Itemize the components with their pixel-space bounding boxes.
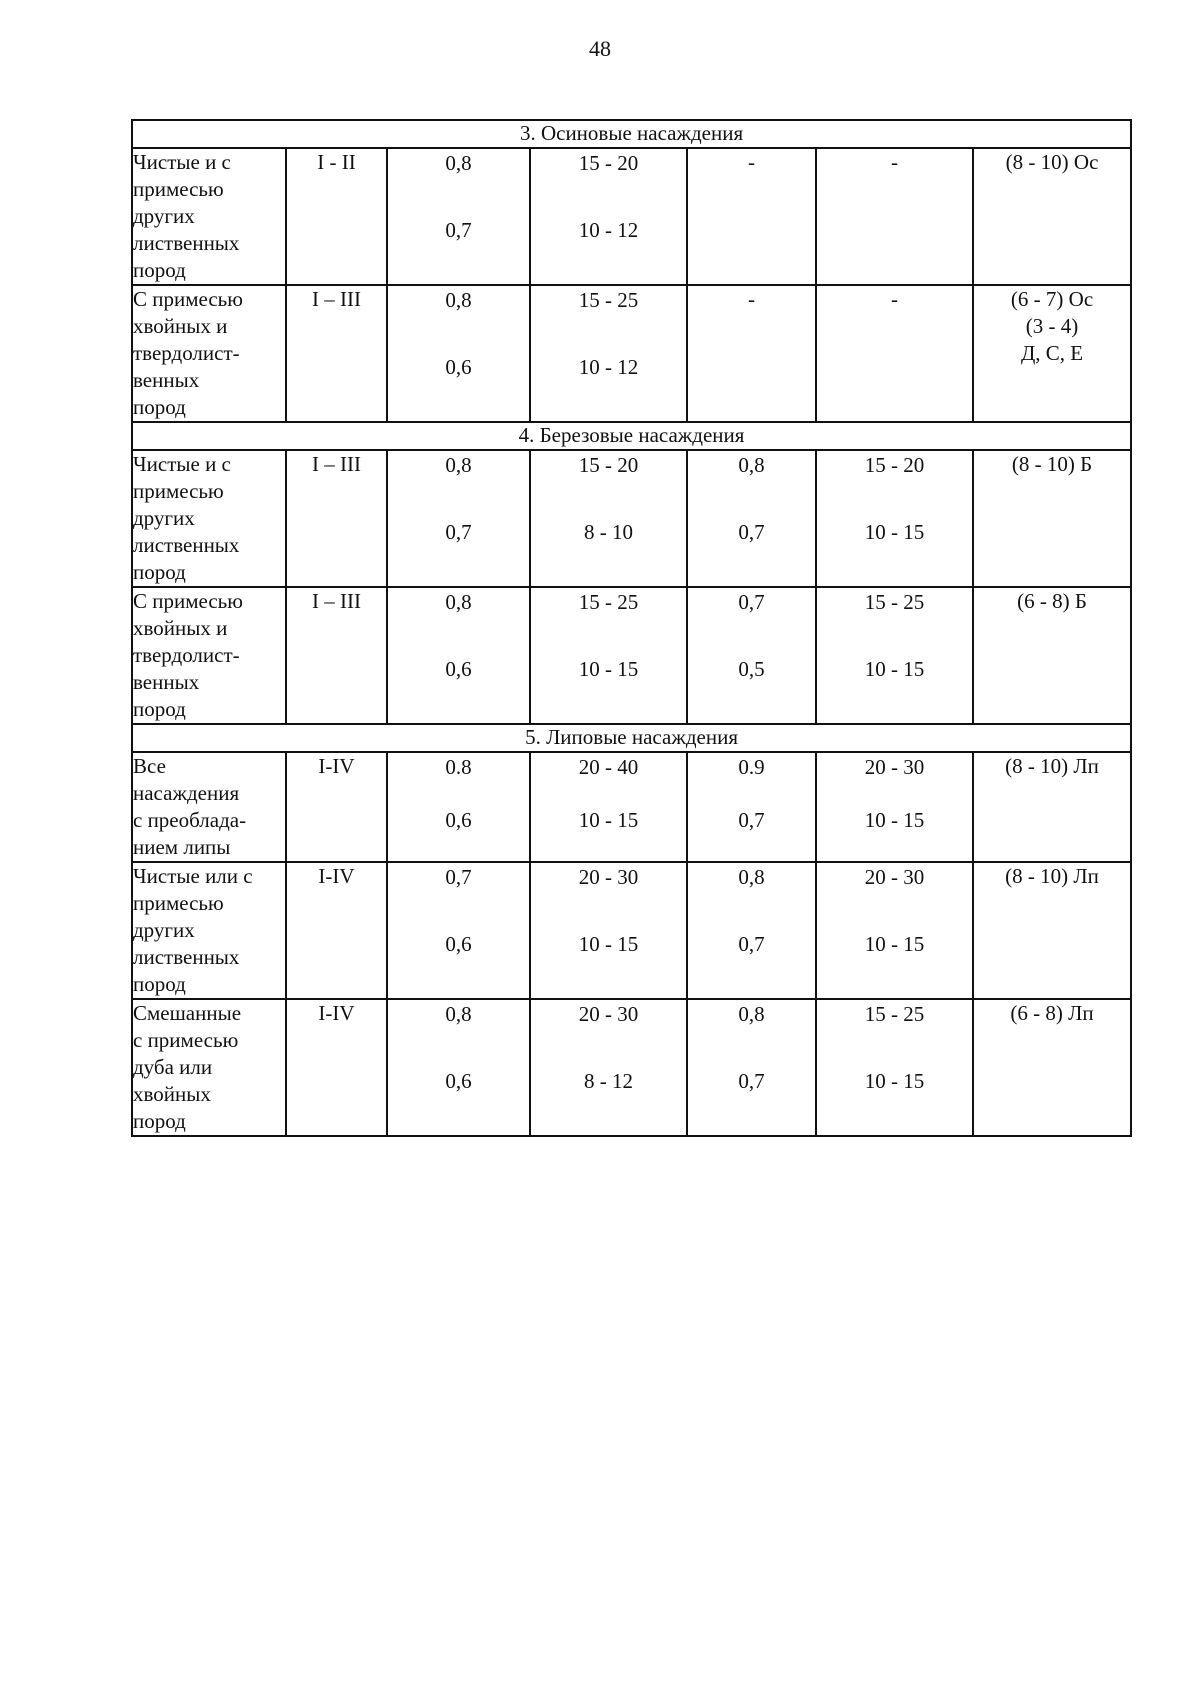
density-value-2 bbox=[687, 752, 816, 862]
density-value-top: 0,7 bbox=[445, 865, 472, 889]
stand-type-line: других bbox=[133, 506, 195, 530]
density-value-top: 0,8 bbox=[445, 453, 472, 477]
stand-type-line: с примесью bbox=[133, 1028, 239, 1052]
bonitet: I - II bbox=[286, 148, 387, 285]
composition-line: (8 - 10) Б bbox=[1011, 452, 1093, 476]
stand-type-line: венных bbox=[133, 670, 200, 694]
stand-type-line: насаждения bbox=[133, 781, 240, 805]
density-value-top: 0.8 bbox=[445, 755, 472, 779]
age-range-value-bottom: 8 - 10 bbox=[584, 520, 633, 544]
stand-type-line: Чистые и с bbox=[133, 150, 231, 174]
table-row bbox=[132, 285, 1131, 422]
density-value-2-bottom: 0,5 bbox=[738, 657, 765, 681]
age-range-value-top: 20 - 40 bbox=[578, 755, 639, 779]
age-range-value-top: 15 - 20 bbox=[578, 453, 639, 477]
bonitet: I – III bbox=[286, 450, 387, 587]
composition-line: (8 - 10) Ос bbox=[1005, 150, 1099, 174]
age-range-value-2-top: 15 - 25 bbox=[864, 590, 925, 614]
composition-line: (8 - 10) Лп bbox=[1005, 864, 1099, 888]
composition-line: (8 - 10) Лп bbox=[1005, 754, 1099, 778]
target-composition bbox=[973, 587, 1131, 724]
density-value-bottom: 0,7 bbox=[445, 520, 472, 544]
stand-type-line: С примесью bbox=[133, 287, 243, 311]
composition-line: (6 - 8) Лп bbox=[1010, 1001, 1094, 1025]
density-value-2 bbox=[687, 587, 816, 724]
stand-type-line: Чистые или с bbox=[133, 864, 253, 888]
age-range-value-2-top: 20 - 30 bbox=[864, 865, 925, 889]
age-range-value-2 bbox=[816, 862, 973, 999]
table-row bbox=[132, 148, 1131, 285]
stand-type-line: лиственных bbox=[133, 231, 240, 255]
bonitet: I – III bbox=[286, 285, 387, 422]
stand-type-line: твердолист- bbox=[133, 341, 240, 365]
density-value-bottom: 0,6 bbox=[445, 657, 472, 681]
table-row bbox=[132, 999, 1131, 1136]
age-range-value-2 bbox=[816, 999, 973, 1136]
stand-type bbox=[132, 450, 286, 587]
stand-type bbox=[132, 862, 286, 999]
density-value bbox=[387, 587, 530, 724]
stand-type-line: нием липы bbox=[133, 835, 231, 859]
density-value bbox=[387, 752, 530, 862]
stand-type-line: С примесью bbox=[133, 589, 243, 613]
density-value-bottom: 0,6 bbox=[445, 355, 472, 379]
target-composition bbox=[973, 862, 1131, 999]
age-range-value-2 bbox=[816, 752, 973, 862]
section-title: 3. Осиновые насаждения bbox=[132, 120, 1131, 148]
age-range-value-bottom: 10 - 15 bbox=[578, 932, 639, 956]
target-composition bbox=[973, 752, 1131, 862]
stand-type-line: других bbox=[133, 204, 195, 228]
stand-type-line: других bbox=[133, 918, 195, 942]
density-value-bottom: 0,7 bbox=[445, 218, 472, 242]
stand-type-line: с преоблада- bbox=[133, 808, 247, 832]
stand-type bbox=[132, 285, 286, 422]
density-value bbox=[387, 285, 530, 422]
density-value-bottom: 0,6 bbox=[445, 1069, 472, 1093]
age-range-value-top: 20 - 30 bbox=[578, 1002, 639, 1026]
bonitet: I – III bbox=[286, 587, 387, 724]
age-range-value-2 bbox=[816, 450, 973, 587]
age-range-value-2-top: 15 - 25 bbox=[864, 1002, 925, 1026]
stand-type-line: пород bbox=[133, 560, 186, 584]
age-range-value bbox=[530, 148, 687, 285]
stand-type-line: пород bbox=[133, 258, 186, 282]
stand-type bbox=[132, 148, 286, 285]
table-row bbox=[132, 587, 1131, 724]
density-value bbox=[387, 450, 530, 587]
age-range-value-top: 15 - 20 bbox=[578, 151, 639, 175]
stand-type-line: примесью bbox=[133, 177, 224, 201]
age-range-value-2-bottom: 10 - 15 bbox=[864, 520, 925, 544]
density-value-top: 0,8 bbox=[445, 288, 472, 312]
age-range-value bbox=[530, 752, 687, 862]
target-composition bbox=[973, 450, 1131, 587]
density-value-2-top: 0,8 bbox=[738, 453, 765, 477]
density-value bbox=[387, 999, 530, 1136]
age-range-value-2-bottom: 10 - 15 bbox=[864, 932, 925, 956]
stand-type-line: дуба или bbox=[133, 1055, 213, 1079]
density-value-2 bbox=[687, 999, 816, 1136]
table-row bbox=[132, 862, 1131, 999]
age-range-value-2-top: 20 - 30 bbox=[864, 755, 925, 779]
age-range-value-top: 15 - 25 bbox=[578, 288, 639, 312]
age-range-value bbox=[530, 999, 687, 1136]
stand-type bbox=[132, 752, 286, 862]
page-number: 48 bbox=[589, 36, 611, 61]
age-range-value-2-bottom: 10 - 15 bbox=[864, 1069, 925, 1093]
table-row bbox=[132, 752, 1131, 862]
forest-stand-table bbox=[131, 119, 1132, 1137]
composition-line: (6 - 8) Б bbox=[1017, 589, 1087, 613]
target-composition bbox=[973, 285, 1131, 422]
composition-line: Д, С, Е bbox=[1020, 341, 1084, 365]
density-value-2-top: 0,8 bbox=[738, 1002, 765, 1026]
age-range-value-bottom: 10 - 15 bbox=[578, 657, 639, 681]
target-composition bbox=[973, 999, 1131, 1136]
bonitet: I-IV bbox=[286, 862, 387, 999]
stand-type bbox=[132, 587, 286, 724]
age-range-value-2: - bbox=[816, 148, 973, 285]
age-range-value-2 bbox=[816, 587, 973, 724]
stand-type-line: венных bbox=[133, 368, 200, 392]
density-value-2 bbox=[687, 862, 816, 999]
age-range-value bbox=[530, 587, 687, 724]
stand-type-line: пород bbox=[133, 1109, 186, 1133]
density-value-2: - bbox=[687, 148, 816, 285]
age-range-value bbox=[530, 285, 687, 422]
stand-type-line: твердолист- bbox=[133, 643, 240, 667]
density-value-top: 0,8 bbox=[445, 590, 472, 614]
density-value-2-top: 0,8 bbox=[738, 865, 765, 889]
density-value-2-top: 0.9 bbox=[738, 755, 765, 779]
stand-type-line: Чистые и с bbox=[133, 452, 231, 476]
age-range-value-top: 15 - 25 bbox=[578, 590, 639, 614]
section-title: 4. Березовые насаждения bbox=[132, 422, 1131, 450]
density-value-2-bottom: 0,7 bbox=[738, 520, 765, 544]
age-range-value-2-top: 15 - 20 bbox=[864, 453, 925, 477]
density-value-2-top: 0,7 bbox=[738, 590, 765, 614]
stand-type-line: хвойных bbox=[133, 1082, 211, 1106]
stand-type-line: примесью bbox=[133, 891, 224, 915]
density-value-top: 0,8 bbox=[445, 1002, 472, 1026]
section-title: 5. Липовые насаждения bbox=[132, 724, 1131, 752]
age-range-value-bottom: 10 - 15 bbox=[578, 808, 639, 832]
age-range-value bbox=[530, 450, 687, 587]
section-header-row bbox=[132, 120, 1131, 148]
density-value bbox=[387, 148, 530, 285]
stand-type-line: лиственных bbox=[133, 533, 240, 557]
table-body bbox=[132, 120, 1131, 1136]
age-range-value-2-bottom: 10 - 15 bbox=[864, 657, 925, 681]
bonitet: I-IV bbox=[286, 999, 387, 1136]
composition-line: (6 - 7) Ос bbox=[1010, 287, 1094, 311]
density-value-bottom: 0,6 bbox=[445, 808, 472, 832]
stand-type-line: хвойных и bbox=[133, 314, 228, 338]
density-value-2 bbox=[687, 450, 816, 587]
section-header-row bbox=[132, 724, 1131, 752]
stand-type-line: пород bbox=[133, 972, 186, 996]
stand-type-line: пород bbox=[133, 697, 186, 721]
bonitet: I-IV bbox=[286, 752, 387, 862]
age-range-value bbox=[530, 862, 687, 999]
stand-type-line: хвойных и bbox=[133, 616, 228, 640]
age-range-value-2-bottom: 10 - 15 bbox=[864, 808, 925, 832]
age-range-value-top: 20 - 30 bbox=[578, 865, 639, 889]
target-composition bbox=[973, 148, 1131, 285]
density-value bbox=[387, 862, 530, 999]
composition-line: (3 - 4) bbox=[1025, 314, 1079, 338]
density-value-2-bottom: 0,7 bbox=[738, 932, 765, 956]
age-range-value-bottom: 8 - 12 bbox=[584, 1069, 633, 1093]
stand-type bbox=[132, 999, 286, 1136]
stand-type-line: лиственных bbox=[133, 945, 240, 969]
age-range-value-bottom: 10 - 12 bbox=[578, 355, 639, 379]
stand-type-line: примесью bbox=[133, 479, 224, 503]
age-range-value-bottom: 10 - 12 bbox=[578, 218, 639, 242]
density-value-2-bottom: 0,7 bbox=[738, 808, 765, 832]
table-row bbox=[132, 450, 1131, 587]
stand-type-line: Все bbox=[133, 754, 166, 778]
density-value-2: - bbox=[687, 285, 816, 422]
stand-type-line: пород bbox=[133, 395, 186, 419]
density-value-bottom: 0,6 bbox=[445, 932, 472, 956]
stand-type-line: Смешанные bbox=[133, 1001, 242, 1025]
section-header-row bbox=[132, 422, 1131, 450]
density-value-top: 0,8 bbox=[445, 151, 472, 175]
density-value-2-bottom: 0,7 bbox=[738, 1069, 765, 1093]
age-range-value-2: - bbox=[816, 285, 973, 422]
